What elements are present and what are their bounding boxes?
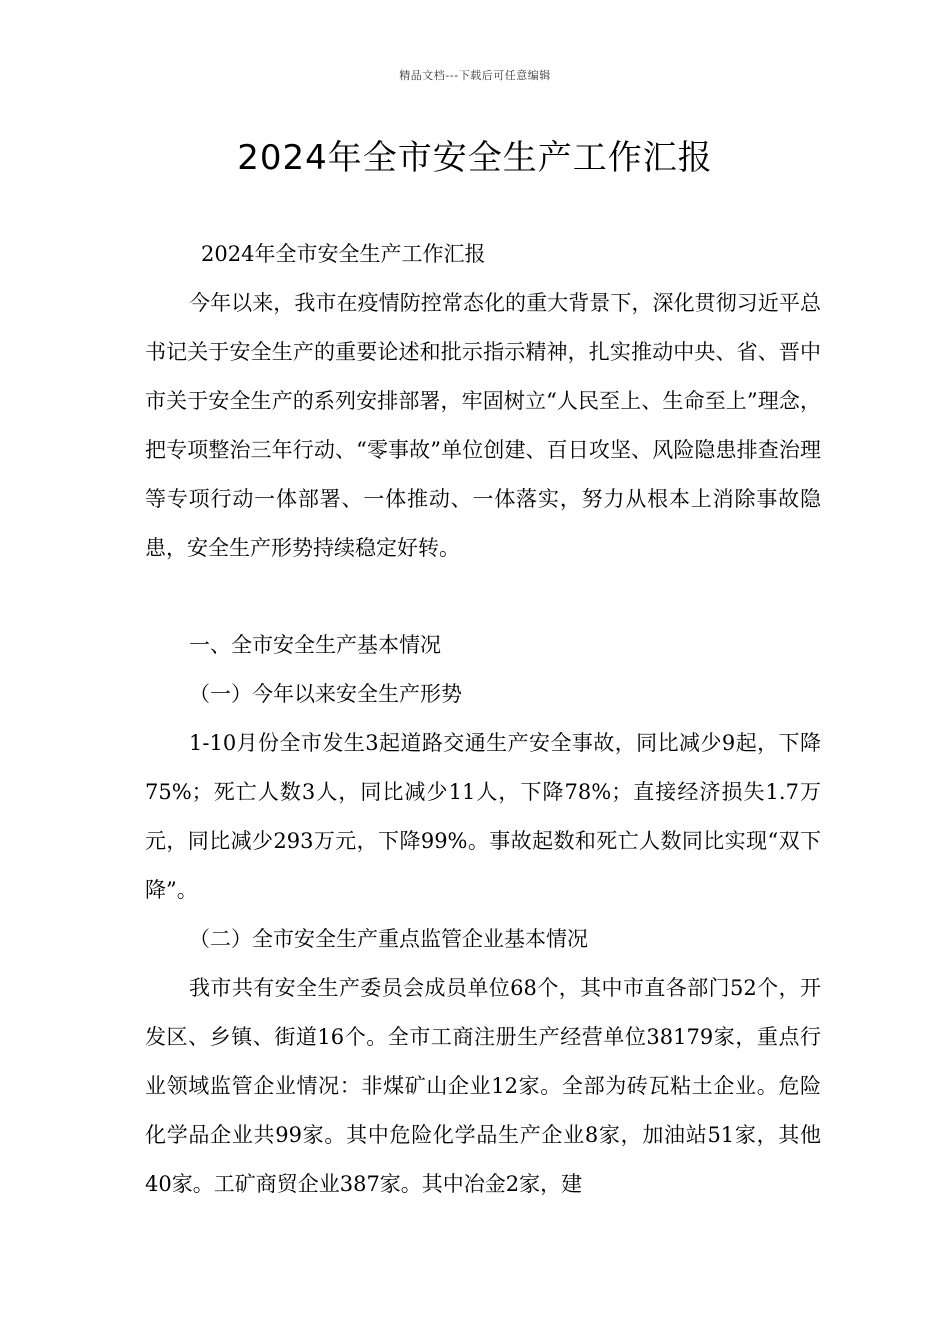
document-body bbox=[145, 230, 821, 1209]
paragraph-spacer bbox=[145, 573, 821, 621]
document-subtitle: 2024年全市安全生产工作汇报 bbox=[201, 242, 486, 266]
body-paragraph: 我市共有安全生产委员会成员单位68个，其中市直各部门52个，开发区、乡镇、街道16个。全市工商注册生产经营单位38179家，重点行业领域监管企业情况：非煤矿山企业12家。全部为砖瓦粘土企业。危险化学品企业共99家。其中危险化学品生产企业8家，加油站51家，其他40家。工矿商贸企业387家。其中冶金2家，建 bbox=[145, 976, 821, 1196]
header-note: 精品文档---下载后可任意编辑 bbox=[399, 69, 551, 82]
body-paragraph: 1-10月份全市发生3起道路交通生产安全事故，同比减少9起，下降75%；死亡人数3人，同比减少11人，下降78%；直接经济损失1.7万元，同比减少293万元，下降99%。事故起数和死亡人数同比实现“双下降”。 bbox=[145, 731, 821, 902]
document-title: 2024年全市安全生产工作汇报 bbox=[237, 138, 713, 178]
section-heading: 一、全市安全生产基本情况 bbox=[189, 633, 441, 657]
subsection-heading: （二）全市安全生产重点监管企业基本情况 bbox=[189, 927, 588, 951]
intro-paragraph: 今年以来，我市在疫情防控常态化的重大背景下，深化贯彻习近平总书记关于安全生产的重要论述和批示指示精神，扎实推动中央、省、晋中市关于安全生产的系列安排部署，牢固树立“人民至上、生命至上”理念，把专项整治三年行动、“零事故”单位创建、百日攻坚、风险隐患排查治理等专项行动一体部署、一体推动、一体落实，努力从根本上消除事故隐患，安全生产形势持续稳定好转。 bbox=[145, 291, 821, 560]
subsection-heading: （一）今年以来安全生产形势 bbox=[189, 682, 462, 706]
